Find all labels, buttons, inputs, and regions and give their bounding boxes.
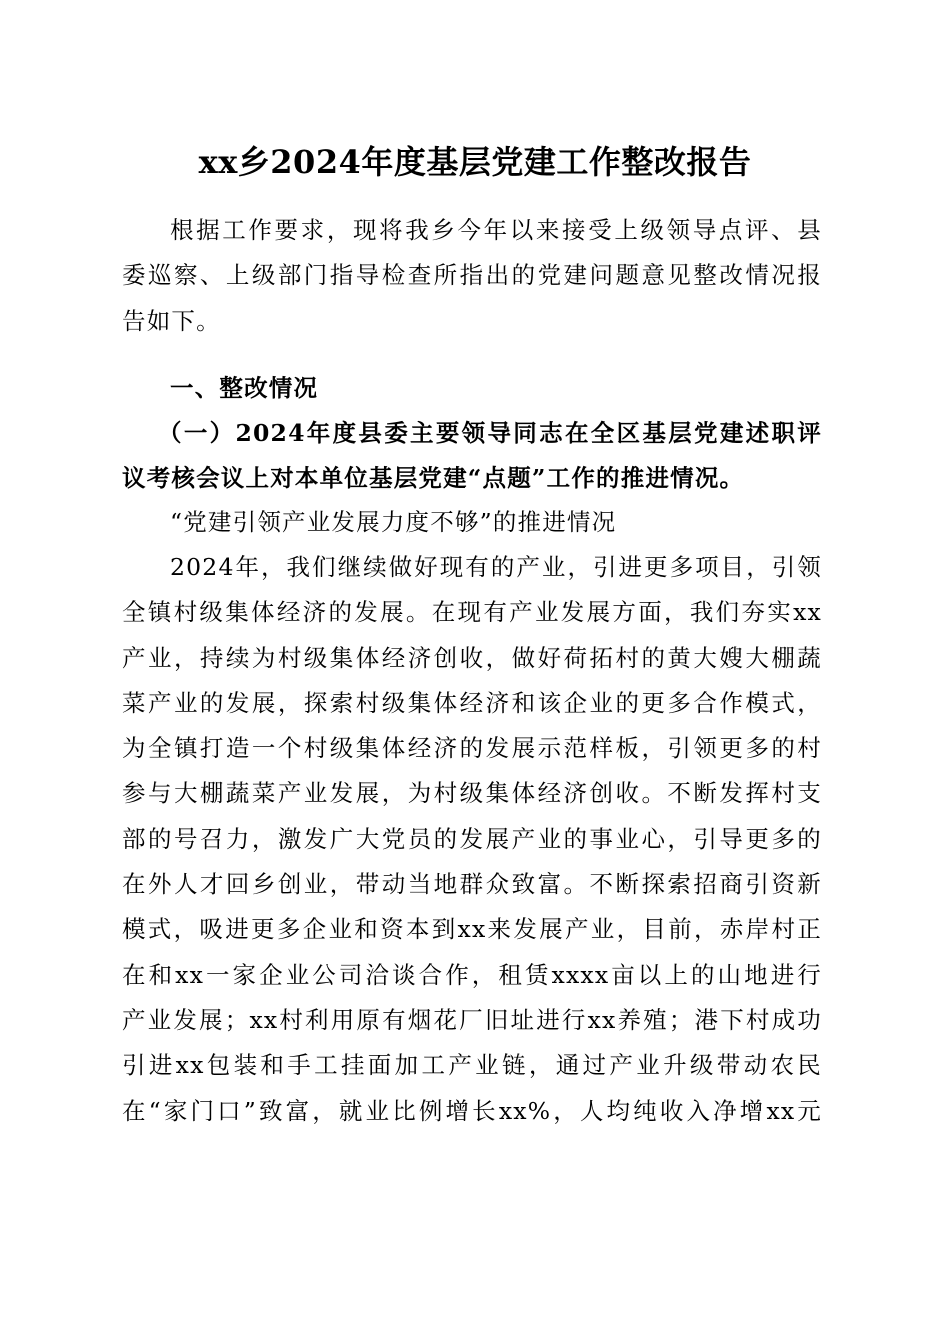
text-line: （一）2024年度县委主要领导同志在全区基层党建述职评: [158, 419, 822, 447]
text-line: 参与大棚蔬菜产业发展，为村级集体经济创收。不断发挥村支: [122, 779, 822, 808]
text-line: 议考核会议上对本单位基层党建“点题”工作的推进情况。: [122, 464, 745, 493]
document-title: xx乡2024年度基层党建工作整改报告: [198, 143, 752, 181]
subsection-heading: [122, 411, 822, 502]
text-line: 告如下。: [122, 306, 221, 335]
text-line: 引进xx包装和手工挂面加工产业链，通过产业升级带动农民: [122, 1051, 822, 1080]
text-line: 根据工作要求，现将我乡今年以来接受上级领导点评、县: [170, 216, 822, 244]
text-line: 在“家门口”致富，就业比例增长xx%，人均纯收入净增xx元: [122, 1096, 822, 1125]
text-line: 模式，吸进更多企业和资本到xx来发展产业，目前，赤岸村正: [122, 915, 822, 944]
text-line: 全镇村级集体经济的发展。在现有产业发展方面，我们夯实xx: [122, 598, 822, 627]
text-line: 在和xx一家企业公司洽谈合作，租赁xxxx亩以上的山地进行: [122, 960, 822, 989]
text-line: 部的号召力，激发广大党员的发展产业的事业心，引导更多的: [122, 824, 822, 853]
text-line: 委巡察、上级部门指导检查所指出的党建问题意见整改情况报: [122, 261, 822, 290]
text-line: 菜产业的发展，探索村级集体经济和该企业的更多合作模式，: [122, 688, 822, 717]
item-title: [122, 500, 822, 545]
section-heading: [122, 366, 822, 411]
text-line: 为全镇打造一个村级集体经济的发展示范样板，引领更多的村: [122, 734, 822, 763]
text-line: 产业发展；xx村利用原有烟花厂旧址进行xx养殖；港下村成功: [122, 1005, 822, 1034]
section-heading-text: 一、整改情况: [170, 374, 319, 402]
body-paragraph: [122, 545, 822, 1134]
text-line: 在外人才回乡创业，带动当地群众致富。不断探索招商引资新: [122, 870, 822, 899]
intro-paragraph: [122, 208, 822, 344]
item-title-text: “党建引领产业发展力度不够”的推进情况: [170, 508, 617, 536]
text-line: 2024年，我们继续做好现有的产业，引进更多项目，引领: [170, 553, 822, 581]
text-line: 产业，持续为村级集体经济创收，做好荷拓村的黄大嫂大棚蔬: [122, 643, 822, 672]
